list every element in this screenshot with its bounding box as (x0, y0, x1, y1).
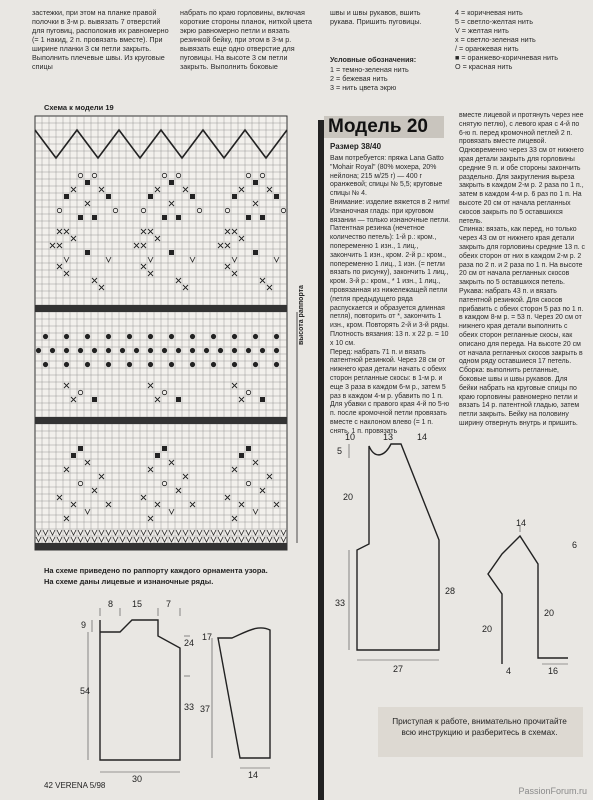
p19s-d1: 17 (202, 632, 213, 642)
p20-d3: 14 (417, 432, 428, 442)
p20s-d6: 16 (548, 666, 559, 676)
symbol-x: x = светло-зеленая нить (455, 35, 536, 44)
p20s-d4: 20 (544, 608, 555, 618)
p20s-d3: 20 (482, 624, 493, 634)
text-col-mid-top: набрать по краю горловины, включая короткие стороны планок, ниткой цвета экрю равномерно петли и вязать резинкой бейку, при этом в 3-м р. вывязать еще одно отверстие для пуговицы. На высоте 3 см петли закрыть. Выполнить боковые (180, 8, 314, 71)
symbols-right-list (455, 8, 585, 71)
pattern-20-body (335, 430, 456, 674)
symbol-v: V = желтая нить (455, 26, 509, 35)
p20-d2: 13 (383, 432, 394, 442)
watermark: PassionForum.ru (518, 786, 587, 796)
p19-d1: 9 (81, 620, 87, 630)
symbol-slash: / = оранжевая нить (455, 44, 519, 53)
model-20-size: Размер 38/40 (330, 142, 382, 151)
text-col-left-top: застежки, при этом на планке правой полочки в 3-м р. вывязать 7 отверстий для пуговиц, расположив их равномерно (= 1 накид, 2 п. провязать вместе). При ширине планки 3 см петли закрыть. Выполнить плечевые швы. Из круговые спицы (32, 8, 171, 71)
p20-d7: 28 (445, 586, 456, 596)
p19s-d3: 14 (248, 770, 259, 780)
note-text: Приступая к работе, внимательно прочитайте всю инструкцию и разберитесь в схемах. (392, 717, 567, 737)
symbol-3: 3 = нить цвета экрю (330, 83, 397, 92)
chart-caption-1: На схеме приведено по раппорту каждого орнамента узора. (44, 566, 268, 575)
pattern-20-sleeve (480, 518, 585, 678)
pattern-19-sleeve (200, 620, 290, 780)
symbol-o: O = красная нить (455, 62, 513, 71)
symbols-left-list (330, 65, 445, 92)
symbol-square: ■ = оранжево-коричневая нить (455, 53, 559, 62)
text-col-right-top: швы и швы рукавов, вшить рукава. Пришить пуговицы. (330, 8, 423, 26)
symbol-2: 2 = бежевая нить (330, 74, 388, 83)
model-20-text-right: вместе лицевой и протянуть через нее снятую петлю), с левого края с 4-й по 6-ю п. перед кромочной петлей 2 п. провязать вместе лицевой. Одновременно через 33 см от нижнего края детали закрыть для горловины средние 9 п. и обе стороны закончить раздельно. Для закругления выреза закрыть в каждом 2-м р. 2 раза по 1 п., затем в каждом 4-м р. 6 раз по 1 п. На высоте 20 см от начала регланных скосов закрыть по 5 оставшихся петель. Спинка: вязать, как перед, но только через 43 см от нижнего края детали закрыть для горловины средние 13 п. с обеих сторон от них в каждом 2-м р. 2 раза по 2 п. и 2 раза по 1 п. На высоте 20 см от начала регланных скосов закрыть по 5 оставшихся петель. Рукава: набрать 43 п. и вязать патентной резинкой. Для скосов прибавить с обеих сторон 5 раз по 1 п. в каждом 8-м р. = 53 п. Через 20 см от нижнего края детали выполнить с обеих сторон регланные скосы, как описано для переда. На высоте 20 см от начала регланных скосов закрыть в одном ряду оставшиеся 17 петель. Сборка: выполнить регланные, боковые швы и швы рукавов. Для бейки набрать на круговые спицы по краю горловины равномерно петли и вязать 14 р. патентной гладью, затем петли закрыть. Бейку на половину ширину отвернуть внутрь и пришить. (459, 112, 586, 427)
p20-d8: 27 (393, 664, 404, 674)
p20s-d5: 4 (506, 666, 512, 676)
model-20-text-left: Вам потребуется: пряжа Lana Gatto "Mohair Royal" (80% мохера, 20% нейлона; 215 м/25 г) — 400 г оранжевой; спицы № 5,5; круговые спицы № 4. Внимание: изделие вяжется в 2 нити! Изнаночная гладь: при круговом вязании — только изнаночные петли. Патентная резинка (нечетное количество петель): 1-й р.: кром., попеременно 1 изн., 1 лиц., закончить 1 изн., кром. 2-й р.: кром., попеременно 1 лиц., 1 изн. (= петли вязать по рисунку), закончить 1 лиц., кром. 3-й р.: кром., * 1 изн., 1 лиц., провязанная из нижележащей петли (петля предыдущего ряда распускается и образуется длинная петля), повторить от *, закончить 1 изн., кром. Повторять 2-й и 3-й ряды. Плотность вязания: 13 п. x 22 р. = 10 x 10 см. Перед: набрать 71 п. и вязать патентной резинкой. Через 28 см от нижнего края детали начать с обеих сторон регланные скосы: в 1-м р. и еще 3 раза в каждом 6-м р., затем 5 раз в каждом 4-м р. убавить по 1 п. Для убавки с правого края 4-й по 5-ю п. после кромочной петли провязать вместе с наклоном влево (= 1 п. снять, 1 п. провязать (330, 155, 451, 435)
column-divider (318, 120, 324, 800)
p20-d4: 5 (337, 446, 343, 456)
symbol-5: 5 = светло-желтая нить (455, 17, 533, 26)
p20s-d1: 14 (516, 518, 527, 528)
symbol-4: 4 = коричневая нить (455, 8, 523, 17)
symbols-title: Условные обозначения: (330, 55, 417, 64)
p19-d8: 30 (132, 774, 143, 784)
chart-side-label: высота раппорта (298, 285, 305, 345)
p20-d6: 33 (335, 598, 346, 608)
model-20-title: Модель 20 (328, 116, 428, 137)
p20-d1: 10 (345, 432, 356, 442)
p19-d7: 33 (184, 702, 195, 712)
pattern-19-body (80, 596, 200, 786)
chart-title: Схема к модели 19 (44, 103, 114, 112)
p19-d4: 7 (166, 599, 172, 609)
p19-d5: 24 (184, 638, 195, 648)
p19s-d2: 37 (200, 704, 211, 714)
p20s-d2: 6 (572, 540, 578, 550)
symbol-1: 1 = темно-зеленая нить (330, 65, 409, 74)
knitting-chart (30, 116, 292, 566)
p19-d6: 54 (80, 686, 91, 696)
p20-d5: 20 (343, 492, 354, 502)
chart-caption-2: На схеме даны лицевые и изнаночные ряды. (44, 577, 214, 586)
p19-d2: 8 (108, 599, 114, 609)
page-footer: 42 VERENA 5/98 (44, 781, 106, 790)
p19-d3: 15 (132, 599, 143, 609)
